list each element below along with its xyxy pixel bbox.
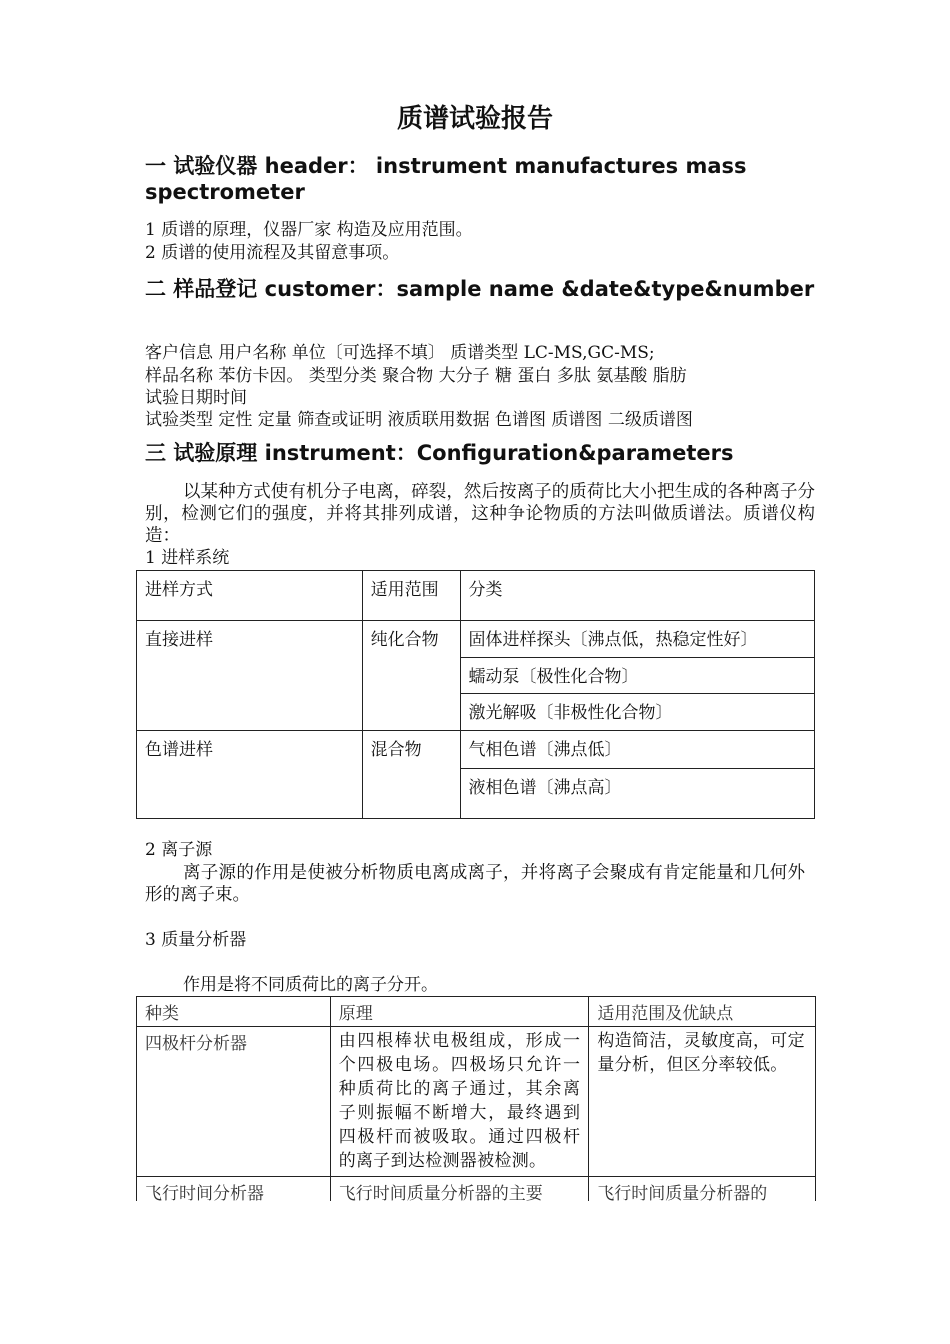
subsection-3-title: 3 质量分析器: [145, 930, 247, 950]
section-2-line-3: 试验日期时间: [145, 388, 247, 408]
analyzer-table-clip: [0, 996, 950, 1201]
section-2-line-1: 客户信息 用户名称 单位〔可选择不填〕 质谱类型 LC-MS,GC-MS;: [145, 343, 655, 363]
table-cell: 构造简洁，灵敏度高，可定量分析，但区分率较低。: [589, 1027, 816, 1177]
table-cell: 固体进样探头〔沸点低，热稳定性好〕: [460, 621, 814, 658]
table-cell: 由四根棒状电极组成，形成一个四极电场。四极场只允许一种质荷比的离子通过，其余离子则振幅不断增大，最终遇到四极杆而被吸取。通过四极杆的离子到达检测器被检测。: [330, 1027, 589, 1177]
section-2-line-2: 样品名称 苯仿卡因。 类型分类 聚合物 大分子 糖 蛋白 多肽 氨基酸 脂肪: [145, 366, 687, 386]
table-header: 适用范围: [362, 571, 460, 621]
table-header: 进样方式: [137, 571, 363, 621]
table-cell: 飞行时间质量分析器的主要: [330, 1177, 589, 1202]
subsection-2-title: 2 离子源: [145, 840, 213, 860]
section-3-intro: 以某种方式使有机分子电离，碎裂，然后按离子的质荷比大小把生成的各种离子分别，检测它们的强度，并将其排列成谱，这种争论物质的方法叫做质谱法。质谱仪构造：: [145, 482, 815, 546]
ion-source-text: 离子源的作用是使被分析物质电离成离子，并将离子会聚成有肯定能量和几何外形的离子束。: [145, 863, 805, 905]
section-1-line-1: 1 质谱的原理，仪器厂家 构造及应用范围。: [145, 220, 473, 240]
table-header: 分类: [460, 571, 814, 621]
section-3-heading: 三 试验原理 instrument：Configuration&parameters: [145, 441, 734, 465]
table-cell: 液相色谱〔沸点高〕: [460, 769, 814, 819]
table-cell: 四极杆分析器: [137, 1027, 331, 1177]
table-header: 原理: [330, 997, 589, 1027]
table-cell: 纯化合物: [362, 621, 460, 731]
table-cell: 混合物: [362, 731, 460, 819]
table-cell: 飞行时间质量分析器的: [589, 1177, 816, 1202]
page-title: 质谱试验报告: [396, 104, 553, 134]
table-cell: 气相色谱〔沸点低〕: [460, 731, 814, 769]
section-2-heading: 二 样品登记 customer：sample name &date&type&number: [145, 277, 815, 301]
table-header: 适用范围及优缺点: [589, 997, 816, 1027]
table-cell: 飞行时间分析器: [137, 1177, 331, 1202]
table-cell: 色谱进样: [137, 731, 363, 819]
section-1-line-2: 2 质谱的使用流程及其留意事项。: [145, 243, 400, 263]
table-cell: 直接进样: [137, 621, 363, 731]
table-cell: 激光解吸〔非极性化合物〕: [460, 694, 814, 731]
subsection-1-title: 1 进样系统: [145, 548, 230, 568]
section-1-heading: 一 试验仪器 header： instrument manufactures mass spectrometer: [145, 154, 747, 204]
injection-table: [136, 570, 815, 819]
analyzer-text: 作用是将不同质荷比的离子分开。: [183, 975, 438, 995]
table-header: 种类: [137, 997, 331, 1027]
table-cell: 蠕动泵〔极性化合物〕: [460, 658, 814, 694]
analyzer-table: [136, 996, 816, 1201]
section-2-line-4: 试验类型 定性 定量 筛查或证明 液质联用数据 色谱图 质谱图 二级质谱图: [145, 410, 693, 430]
